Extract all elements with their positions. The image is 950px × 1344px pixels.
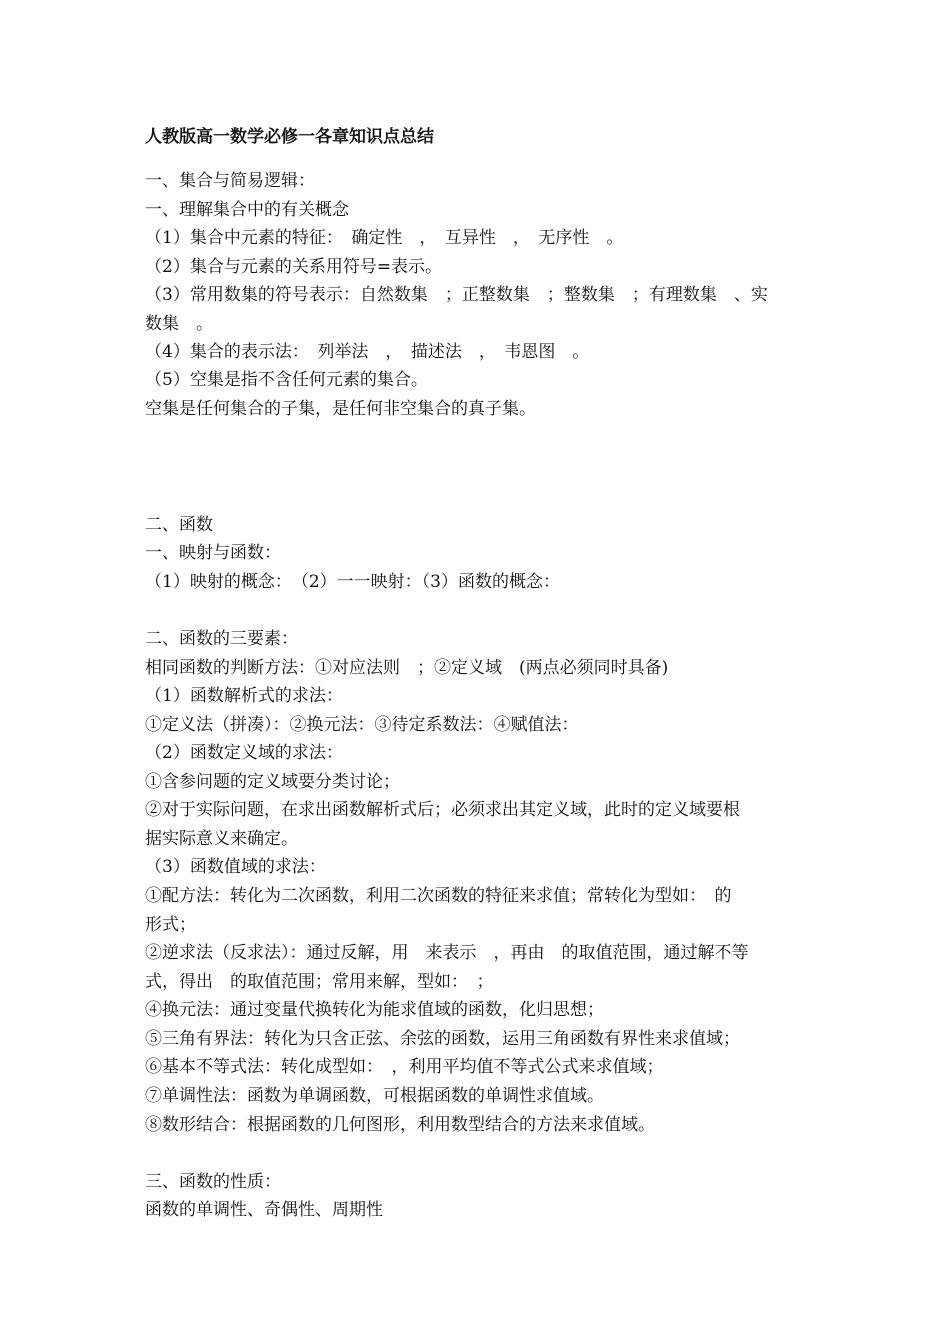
text-line: 相同函数的判断方法：①对应法则 ；②定义域 (两点必须同时具备) — [145, 658, 669, 678]
text-line: （1）映射的概念： （2）一一映射：（3）函数的概念： — [145, 572, 560, 592]
text-line: 函数的单调性、奇偶性、周期性 — [145, 1200, 383, 1220]
text-line: ①配方法：转化为二次函数，利用二次函数的特征来求值；常转化为型如： 的 — [145, 886, 732, 906]
subsection-heading: 一、理解集合中的有关概念 — [145, 200, 349, 220]
text-line: ⑧数形结合：根据函数的几何图形，利用数型结合的方法来求值域。 — [145, 1115, 655, 1135]
text-line: 空集是任何集合的子集，是任何非空集合的真子集。 — [145, 399, 536, 419]
subsection-heading: 二、函数的三要素： — [145, 629, 298, 649]
text-line: ②逆求法（反求法）：通过反解，用 来表示 ，再由 的取值范围，通过解不等 — [145, 943, 749, 963]
text-line: （3）常用数集的符号表示：自然数集 ；正整数集 ；整数集 ；有理数集 、实 — [145, 285, 768, 305]
text-line: ④换元法：通过变量代换转化为能求值域的函数，化归思想； — [145, 1000, 604, 1020]
text-line: ①含参问题的定义域要分类讨论； — [145, 772, 400, 792]
section-heading-sets: 一、集合与简易逻辑： — [145, 171, 315, 191]
document-title: 人教版高一数学必修一各章知识点总结 — [145, 127, 434, 147]
section-heading-functions: 二、函数 — [145, 515, 213, 535]
text-line: （5）空集是指不含任何元素的集合。 — [145, 370, 428, 390]
text-line: 形式； — [145, 915, 196, 935]
text-line: 数集 。 — [145, 314, 213, 334]
subsection-heading: 三、函数的性质： — [145, 1172, 281, 1192]
text-line: （1）集合中元素的特征： 确定性 ， 互异性 ， 无序性 。 — [145, 228, 624, 248]
text-line: ⑤三角有界法：转化为只含正弦、余弦的函数，运用三角函数有界性来求值域； — [145, 1029, 740, 1049]
text-line: ⑥基本不等式法：转化成型如： ，利用平均值不等式公式来求值域； — [145, 1057, 664, 1077]
text-line: ②对于实际问题，在求出函数解析式后；必须求出其定义域，此时的定义域要根 — [145, 800, 740, 820]
text-line: ⑦单调性法：函数为单调函数，可根据函数的单调性求值域。 — [145, 1086, 604, 1106]
text-line: （4）集合的表示法： 列举法 ， 描述法 ， 韦恩图 。 — [145, 342, 590, 362]
subsection-heading: 一、映射与函数： — [145, 543, 281, 563]
text-line: （2）函数定义域的求法： — [145, 743, 343, 763]
text-line: 据实际意义来确定。 — [145, 829, 298, 849]
text-line: （1）函数解析式的求法： — [145, 686, 343, 706]
text-line: （2）集合与元素的关系用符号=表示。 — [145, 257, 443, 277]
text-line: （3）函数值域的求法： — [145, 857, 326, 877]
text-line: 式，得出 的取值范围；常用来解，型如： ； — [145, 972, 494, 992]
text-line: ①定义法（拼凑）：②换元法：③待定系数法：④赋值法： — [145, 715, 579, 735]
